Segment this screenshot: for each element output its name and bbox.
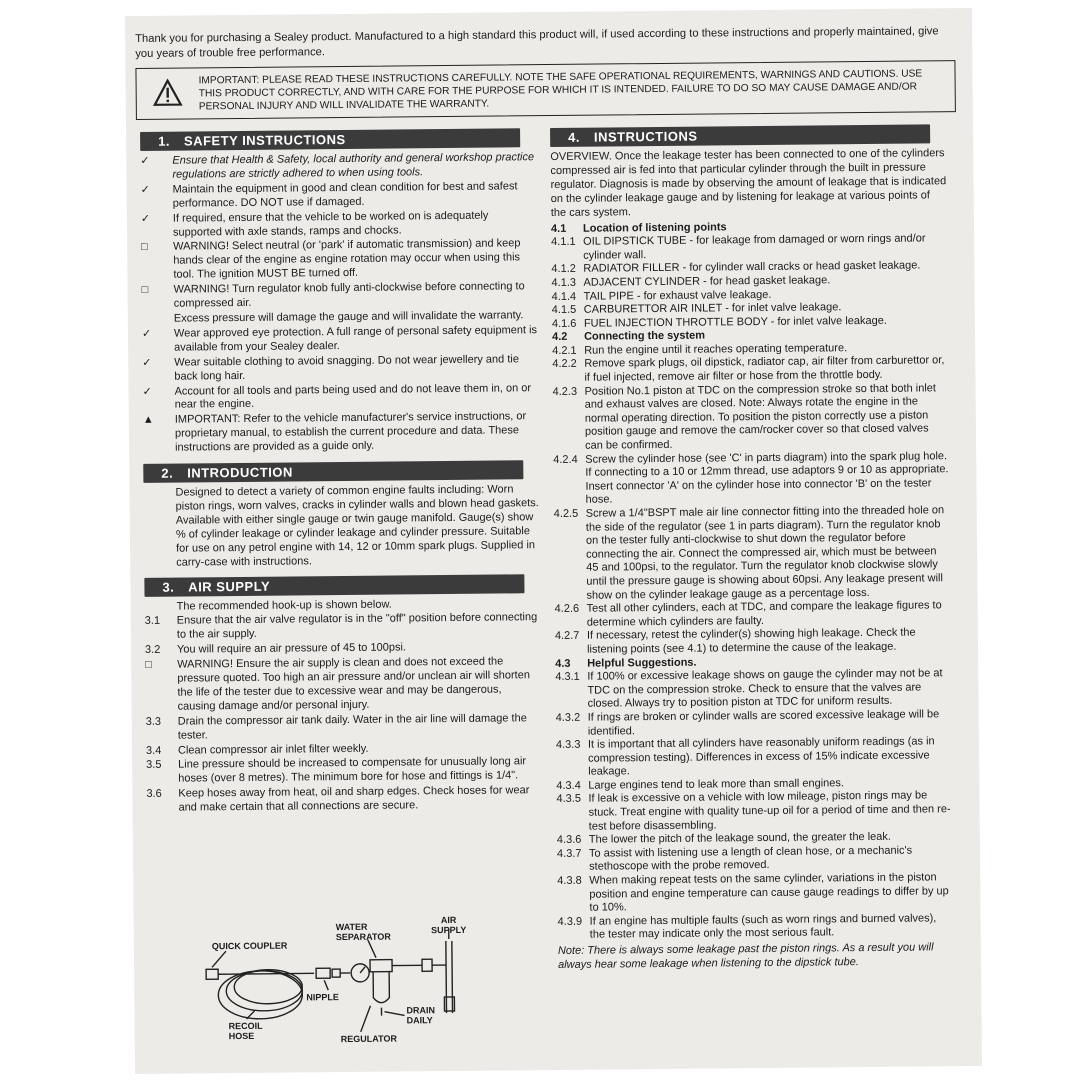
instruction-item <box>555 667 951 712</box>
section-title: SAFETY INSTRUCTIONS <box>183 131 346 149</box>
instruction-item <box>555 627 951 658</box>
instruction-number: 4.3.4 <box>556 779 581 792</box>
instruction-number: 4.1.3 <box>551 276 577 289</box>
instruction-text: The lower the pitch of the leakage sound, the greater the leak. <box>588 831 892 846</box>
item-text: If required, ensure that the vehicle to be worked on is adequately supported with axle stands, ramps and chocks. <box>172 209 489 239</box>
triangle-icon: ▲ <box>142 414 154 427</box>
instruction-text: Screw the cylinder hose (see 'C' in parts diagram) into the spark plug hole. If connecting to a 10 or 12mm thread, use adaptors 9 or 10 as appropriate. Insert connector 'A' on the cylinder hose into connector 'B' on the tester hose. <box>585 449 949 507</box>
item-text: You will require an air pressure of 45 to 100psi. <box>176 641 406 656</box>
item-text: Excess pressure will damage the gauge and will invalidate the warranty. <box>173 309 524 325</box>
section-number: 1. <box>158 133 171 149</box>
instruction-text: To assist with listening use a length of clean hose, or a mechanic's stethoscope with the probe removed. <box>588 844 913 874</box>
section-title: INSTRUCTIONS <box>593 128 698 145</box>
instruction-text: If an engine has multiple faults (such as worn rings and burned valves), the tester may indicate only the most serious fault. <box>589 912 937 942</box>
instruction-text: Location of listening points <box>582 220 727 235</box>
instruction-number: 4.3.8 <box>557 874 582 888</box>
list-item <box>140 151 536 183</box>
left-column <box>140 126 543 817</box>
section-title: INTRODUCTION <box>187 464 293 481</box>
warning-triangle-icon <box>153 79 183 107</box>
instruction-text: Run the engine until it reaches operating temperature. <box>584 342 848 357</box>
instruction-number: 4.3.1 <box>555 670 580 684</box>
instruction-item <box>556 708 952 739</box>
warning-notice-text: IMPORTANT: PLEASE READ THESE INSTRUCTIONS CAREFULLY. NOTE THE SAFE OPERATIONAL REQUIREMENTS, WARNINGS AND CAUTIONS. USE THIS PRODUCT CORRECTLY, AND WITH CARE FOR THE PURPOSE FOR WHICH IT IS INTENDED. FAILURE TO DO SO MAY CAUSE DAMAGE AND/OR PERSONAL INJURY AND WILL INVALIDATE THE WARRANTY. <box>198 68 923 113</box>
instruction-number: 4.1.6 <box>551 317 577 330</box>
item-number: 3.1 <box>144 615 161 628</box>
item-number: 3.2 <box>144 643 161 657</box>
instruction-number: 4.3.2 <box>555 711 581 724</box>
instruction-text: It is important that all cylinders have reasonably uniform readings (as in compression testing). Differences in excess of 15% indicate excessive leakage. <box>587 735 935 778</box>
instruction-item <box>557 844 953 875</box>
check-icon: ✓ <box>140 183 150 196</box>
instruction-sheet <box>125 8 982 1074</box>
instruction-number: 4.1.5 <box>551 303 577 317</box>
item-text: Keep hoses away from heat, oil and sharp edges. Check hoses for wear and make certain that all connections are secure. <box>178 784 530 814</box>
item-number: 3.6 <box>146 788 162 801</box>
item-text: Drain the compressor air tank daily. Water in the air line will damage the tester. <box>177 711 527 742</box>
air-supply-lead: The recommended hook-up is shown below. <box>176 599 392 614</box>
instruction-number: 4.1 <box>550 222 567 235</box>
instruction-item <box>558 912 954 943</box>
water-separator-label: WATER SEPARATOR <box>335 921 391 943</box>
instruction-item <box>556 790 952 835</box>
introduction-text: Designed to detect a variety of common engine faults including: Worn piston rings, worn valves, cracks in cylinder walls and blown head gaskets. Available with either single gauge or twin gauge manifold. Gauge(s) show % of cylinder leakage or cylinder leakage and cylinder pressure. Suitable for use on any petrol engine with 14, 12 or 10mm spark plugs. Supplied in carry-case with instructions. <box>175 483 539 569</box>
drain-daily-label: DRAIN DAILY <box>406 1005 436 1026</box>
hookup-diagram-drawing <box>163 892 545 1056</box>
instruction-item <box>554 504 951 603</box>
instructions-overview: OVERVIEW. Once the leakage tester has been connected to one of the cylinders compressed air is fed into that particular cylinder through the built in pressure regulator. Diagnosis is made by observing the amount of leakage that is indicated on the cylinder leakage gauge and by listening for leakage at various points of the cars system. <box>550 147 947 219</box>
warning-box-icon: □ <box>141 284 149 297</box>
list-item <box>141 180 537 212</box>
instruction-number: 4.3.6 <box>556 833 582 847</box>
list-item <box>141 209 537 241</box>
instruction-text: If 100% or excessive leakage shows on gauge the cylinder may not be at TDC on the compression stroke. Check to ensure that the valves are closed. Always try to position piston at TDC for uniform results. <box>587 667 943 710</box>
instruction-number: 4.2 <box>551 331 568 344</box>
instruction-number: 4.1.1 <box>551 235 576 249</box>
item-text: Line pressure should be increased to compensate for unusually long air hoses (over 8 metres). The minimum bore for hose and fittings is 1/4". <box>178 755 527 785</box>
item-number: 3.5 <box>146 759 162 772</box>
instructions-note: Note: There is always some leakage past the piston rings. As a result you will always hear some leakage when listening to the dipstick tube. <box>557 941 934 971</box>
instruction-number: 4.1.2 <box>551 263 576 276</box>
list-item <box>146 784 542 816</box>
instruction-item <box>555 599 951 630</box>
instruction-text: Large engines tend to leak more than small engines. <box>588 777 845 792</box>
item-text: Maintain the equipment in good and clean condition for best and safest performance. DO NOT use if damaged. <box>172 180 518 210</box>
item-text: WARNING! Select neutral (or 'park' if automatic transmission) and keep hands clear of the engine as engine rotation may occur when using this tool. The ignition MUST BE turned off. <box>173 237 521 281</box>
instruction-number: 4.2.1 <box>552 344 577 357</box>
item-text: Ensure that the air valve regulator is in the "off" position before connecting to the air supply. <box>176 611 538 641</box>
instruction-number: 4.1.4 <box>551 290 577 303</box>
safety-list <box>140 151 539 456</box>
air-supply-label: AIR SUPPLY <box>431 914 467 936</box>
section-heading-safety <box>140 128 520 151</box>
check-icon: ✓ <box>142 356 152 369</box>
item-text: Clean compressor air inlet filter weekly. <box>177 742 369 757</box>
instruction-number: 4.2.5 <box>553 507 579 520</box>
instruction-number: 4.2.6 <box>554 602 580 616</box>
item-text: WARNING! Ensure the air supply is clean and does not exceed the pressure quoted. Too high an air pressure and/or unclean air will shorten the life of the tester due to excessive wear and may be dangerous, causing damage and/or personal injury. <box>177 655 530 713</box>
section-number: 3. <box>162 580 175 596</box>
list-item <box>142 382 538 414</box>
section-number: 2. <box>161 465 174 481</box>
item-text: IMPORTANT: Refer to the vehicle manufacturer's service instructions, or proprietary manual, to establish the current procedure and data. These instructions are provided as a guide only. <box>174 410 527 454</box>
list-item <box>145 655 542 714</box>
list-item <box>142 353 538 385</box>
section-number: 4. <box>568 129 581 145</box>
instruction-number: 4.3.3 <box>555 738 581 752</box>
instruction-item <box>553 450 950 508</box>
item-number: 3.4 <box>145 744 162 757</box>
quick-coupler-label: QUICK COUPLER <box>211 940 288 952</box>
list-item <box>146 712 542 744</box>
list-item <box>142 280 538 312</box>
instruction-text: If necessary, retest the cylinder(s) showing high leakage. Check the listening points (see 4.1) to determine the cause of the leakage. <box>586 626 916 656</box>
warning-box-icon: □ <box>141 241 148 254</box>
instruction-text: Screw a 1/4"BSPT male air line connector fitting into the threaded hole on the side of the regulator (see 1 in parts diagram). Turn the regulator knob on the tester fully anti-clockwise to shut down the regulator before connecting the air. Connect the compressed air, which must be between 45 and 100psi, to the regulator. Turn the regulator knob clockwise slowly until the pressure gauge is showing about 60psi. Any leakage present will show on the cylinder leakage gauge as a percentage loss. <box>585 504 945 602</box>
list-item <box>146 756 542 788</box>
list-item <box>145 612 541 644</box>
item-number: 3.3 <box>145 715 162 728</box>
instruction-text: RADIATOR FILLER - for cylinder wall cracks or head gasket leakage. <box>583 259 921 276</box>
instruction-item <box>556 735 952 780</box>
instruction-text: Position No.1 piston at TDC on the compression stroke so that both inlet and exhaust valves are closed. Note: Always rotate the engine in the normal operating direction. To position the piston correctly use a piston position gauge and remove the cam/rocker cover so that closed valves can be confirmed. <box>584 381 936 452</box>
check-icon: ✓ <box>142 385 152 398</box>
item-text: Wear suitable clothing to avoid snagging. Do not wear jewellery and tie back long hair. <box>174 353 519 383</box>
section-heading-air-supply <box>144 575 524 598</box>
instruction-text: CARBURETTOR AIR INLET - for inlet valve leakage. <box>583 301 842 316</box>
instruction-number: 4.2.4 <box>553 453 578 466</box>
instruction-text: OIL DIPSTICK TUBE - for leakage from damaged or worn rings and/or cylinder wall. <box>583 232 926 262</box>
instruction-number: 4.2.7 <box>554 630 580 643</box>
item-text: Wear approved eye protection. A full range of personal safety equipment is available from your Sealey dealer. <box>173 324 538 354</box>
check-icon: ✓ <box>141 327 152 340</box>
instructions-list <box>551 219 954 943</box>
instruction-item <box>557 871 953 916</box>
blank-mark <box>142 313 174 327</box>
item-text: Account for all tools and parts being used and do not leave them in, on or near the engine. <box>174 381 532 412</box>
section-title: AIR SUPPLY <box>188 579 271 595</box>
list-item <box>142 324 538 356</box>
right-column <box>550 122 954 973</box>
regulator-label: REGULATOR <box>340 1033 397 1045</box>
instruction-text: If rings are broken or cylinder walls are scored excessive leakage will be identified. <box>587 708 940 738</box>
item-text: Ensure that Health & Safety, local authority and general workshop practice regulations are strictly adhered to when using tools. <box>172 151 535 181</box>
section-heading-instructions <box>550 124 930 147</box>
instruction-text: Test all other cylinders, each at TDC, and compare the leakage figures to determine which cylinders are faulty. <box>586 599 942 629</box>
instruction-number: 4.3.7 <box>556 847 582 860</box>
instruction-item <box>552 355 948 386</box>
instruction-number: 4.2.2 <box>552 358 577 371</box>
instruction-number: 4.3 <box>555 657 571 670</box>
instruction-text: Helpful Suggestions. <box>587 656 697 670</box>
warning-notice-box <box>135 60 955 120</box>
instruction-text: When making repeat tests on the same cylinder, variations in the piston position and engine temperature can cause gauge readings to differ by up to 10%. <box>589 871 949 914</box>
list-item <box>143 410 539 456</box>
check-icon: ✓ <box>140 212 151 225</box>
instruction-text: If leak is excessive on a vehicle with low mileage, piston rings may be stuck. Treat engine with quality tune-up oil for a period of time and then re-test before disassembling. <box>588 789 951 833</box>
nipple-label: NIPPLE <box>306 992 339 1003</box>
instruction-number: 4.3.9 <box>557 915 583 928</box>
item-text: WARNING! Turn regulator knob fully anti-clockwise before connecting to compressed air. <box>173 280 525 310</box>
instruction-text: ADJACENT CYLINDER - for head gasket leakage. <box>583 274 831 289</box>
section-heading-introduction <box>143 460 523 483</box>
list-item <box>141 238 537 284</box>
instruction-text: TAIL PIPE - for exhaust valve leakage. <box>583 288 772 303</box>
instruction-text: Connecting the system <box>583 329 706 343</box>
warning-box-icon: □ <box>145 658 152 672</box>
check-icon: ✓ <box>140 154 150 167</box>
instruction-item <box>551 232 947 263</box>
air-supply-list <box>145 612 543 816</box>
instruction-text: Remove spark plugs, oil dipstick, radiator cap, air filter from carburettor or, if fuel injected, remove air filter or hose from the throttle body. <box>584 354 945 384</box>
recoil-hose-label: RECOIL HOSE <box>228 1020 263 1042</box>
hookup-diagram <box>163 892 545 1056</box>
instruction-item <box>553 382 950 454</box>
instruction-number: 4.2.3 <box>552 385 578 398</box>
intro-text: Thank you for purchasing a Sealey product. Manufactured to a high standard this product will, if used according to these instructions and properly maintained, give you years of trouble free performance. <box>135 25 939 60</box>
instruction-text: FUEL INJECTION THROTTLE BODY - for inlet valve leakage. <box>583 314 887 330</box>
instruction-number: 4.3.5 <box>556 793 582 806</box>
